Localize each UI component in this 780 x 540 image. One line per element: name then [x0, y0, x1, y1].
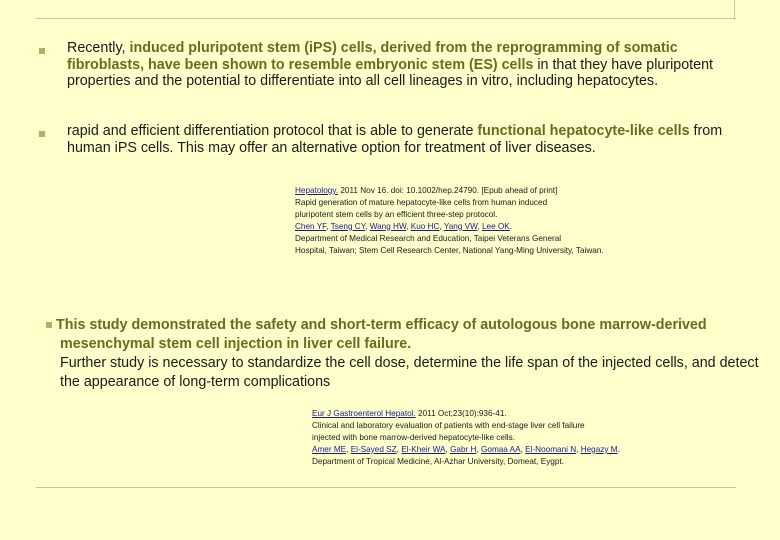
ref1-title-1: Rapid generation of mature hepatocyte-like cells from human induced: [295, 197, 548, 207]
ref2-journal-link[interactable]: Eur J Gastroenterol Hepatol.: [312, 409, 416, 418]
ref2-author-link[interactable]: Amer ME: [312, 444, 347, 454]
bullet1-highlight: induced pluripotent stem (iPS) cells, derived from the reprogramming of somatic fibroblasts, have been shown to resemble embryonic stem (ES) cells: [67, 40, 678, 73]
ref2-title-2: injected with bone marrow-derived hepatocyte-like cells.: [312, 432, 515, 442]
bullet2-highlight: functional hepatocyte-like cells: [477, 123, 690, 139]
ref1-affil-2: Hospital, Taiwan; Stem Cell Research Center, National Yang-Ming University, Taiwan.: [295, 245, 604, 255]
ref1-journal-link[interactable]: Hepatology.: [295, 186, 339, 195]
bullet3-rest: Further study is necessary to standardize the cell dose, determine the life span of the injected cells, and detect the appearance of long-term complications: [60, 355, 759, 390]
ref2-author-link[interactable]: Gabr H: [450, 444, 477, 454]
ref2-author-link[interactable]: Hegazy M: [580, 444, 618, 454]
ref2-citation-line: [312, 408, 732, 420]
ref1-author-link[interactable]: Lee OK: [481, 221, 510, 231]
bullet-text-1: [67, 40, 727, 90]
ref1-author-link[interactable]: Tseng CY: [330, 221, 366, 231]
ref2-author-link[interactable]: El-Sayed SZ: [350, 444, 397, 454]
ref1-author-link[interactable]: Kuo HC: [410, 221, 440, 231]
ref1-title-2: pluripotent stem cells by an efficient three-step protocol.: [295, 209, 498, 219]
bullet-marker-2: [39, 131, 45, 137]
right-rule: [734, 0, 735, 20]
ref2-author-link[interactable]: El-Kheir WA: [401, 444, 446, 454]
ref2-author-link[interactable]: Gomaa AA: [481, 444, 521, 454]
bullet1-lead: Recently,: [67, 40, 130, 56]
ref1-author-link[interactable]: Yang VW: [443, 221, 478, 231]
ref1-citation-line: [295, 185, 725, 197]
bullet2-rest: from human iPS cells. This may offer an alternative option for treatment of liver diseases.: [67, 123, 723, 156]
bullet-text-2: [67, 123, 732, 156]
reference-1: [295, 185, 725, 256]
ref2-author-link[interactable]: El-Noomani N: [525, 444, 577, 454]
bullet3-highlight-block: [46, 316, 770, 354]
bullet-marker-3: [46, 322, 52, 328]
ref1-citation: 2011 Nov 16. doi: 10.1002/hep.24790. [Epub ahead of print]: [338, 186, 558, 195]
ref1-author-link[interactable]: Chen YF: [295, 221, 327, 231]
ref1-author-link[interactable]: Wang HW: [369, 221, 407, 231]
ref1-authors: Chen YF, Tseng CY, Wang HW, Kuo HC, Yang VW, Lee OK.: [295, 221, 513, 231]
ref2-title-1: Clinical and laboratory evaluation of patients with end-stage liver cell failure: [312, 420, 585, 430]
ref2-affil: Department of Tropical Medicine, Al-Azhar University, Domeat, Eygpt.: [312, 456, 564, 466]
reference-2: [312, 408, 732, 468]
ref2-authors: Amer ME, El-Sayed SZ, El-Kheir WA, Gabr H, Gomaa AA, El-Noomani N, Hegazy M.: [312, 444, 620, 454]
top-rule: [36, 18, 736, 19]
ref2-citation: 2011 Oct;23(10):936-41.: [415, 409, 507, 418]
bullet2-lead: rapid and efficient differentiation protocol that is able to generate: [67, 123, 478, 139]
bottom-rule: [36, 487, 736, 488]
ref1-affil-1: Department of Medical Research and Education, Taipei Veterans General: [295, 233, 562, 243]
bullet3-highlight: This study demonstrated the safety and short-term efficacy of autologous bone marrow-derived mesenchymal stem cell injection in liver cell failure.: [56, 317, 707, 352]
bullet1-rest: in that they have pluripotent properties and the potential to differentiate into all cell lineages in vitro, including hepatocytes.: [67, 56, 714, 89]
bullet-marker-1: [39, 48, 45, 54]
bullet-text-3: [46, 316, 770, 392]
